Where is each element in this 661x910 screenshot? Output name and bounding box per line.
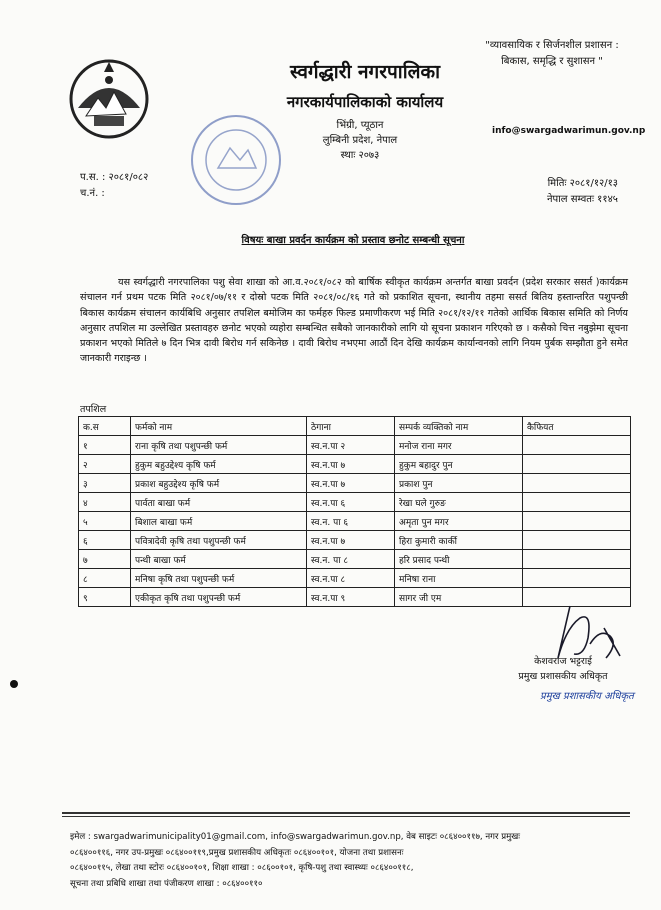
table-header-row xyxy=(79,417,631,436)
ink-spot xyxy=(10,680,18,688)
cell-contact-person: मनोज राना मगर xyxy=(395,436,523,455)
header-address: ठेगाना xyxy=(307,417,395,436)
issue-date: मितिः २०८१/१२/१३ xyxy=(547,178,618,189)
nepal-emblem-logo xyxy=(68,58,150,144)
address-line-3: स्थाः २०७३ xyxy=(340,150,380,161)
cell-contact-person: हुकुम बहादुर पुन xyxy=(395,455,523,474)
cell-contact-person: हिरा कुमारी कार्की xyxy=(395,531,523,550)
cell-serial: ५ xyxy=(79,512,131,531)
date-block xyxy=(500,176,618,208)
cell-farm-name: पवित्रादेवी कृषि तथा पशुपन्छी फर्म xyxy=(131,531,307,550)
address-line-2: लुम्बिनी प्रदेश, नेपाल xyxy=(322,135,398,146)
designation-stamp: प्रमुख प्रशासकीय अधिकृत xyxy=(540,691,634,702)
table-row xyxy=(79,512,631,531)
office-name: नगरकार्यपालिकाको कार्यालय xyxy=(286,93,444,111)
signatory-block xyxy=(508,654,618,684)
cell-address: स्व.न.पा ६ xyxy=(307,493,395,512)
footer-rule-thin xyxy=(62,816,630,817)
footer-line-3: ०८६४००११५, लेखा तथा स्टोरः ०८६४००१०१, शिक्षा शाखा : ०८६००१०१, कृषि-पशु तथा स्वास्थ्यः ०८६४००११८, xyxy=(70,863,414,873)
cell-serial: ७ xyxy=(79,550,131,569)
table-row xyxy=(79,550,631,569)
cell-farm-name: प्रकाश बहुउद्देश्य कृषि फर्म xyxy=(131,474,307,493)
footer-line-1: इमेल : swargadwarimunicipality01@gmail.com, info@swargadwarimun.gov.np, वेब साइटः ०८६४००११७, नगर प्रमुखः xyxy=(70,832,521,842)
motto-line-1: "व्यावसायिक र सिर्जनशील प्रशासन : xyxy=(485,40,619,51)
cell-address: स्व.न.पा ७ xyxy=(307,474,395,493)
cell-remarks xyxy=(523,436,631,455)
cell-serial: १ xyxy=(79,436,131,455)
cell-farm-name: मनिषा कृषि तथा पशुपन्छी फर्म xyxy=(131,569,307,588)
cell-serial: ३ xyxy=(79,474,131,493)
address-line-1: भिंग्री, प्यूठान xyxy=(336,120,384,131)
footer-line-2: ०८६४००११६, नगर उप-प्रमुखः ०८६४००११९,प्रमुख प्रशासकीय अधिकृतः ०८६४००१०१, योजना तथा प्रशासनः xyxy=(70,847,404,858)
table-row xyxy=(79,436,631,455)
cell-remarks xyxy=(523,531,631,550)
cell-address: स्व.न.पा ७ xyxy=(307,455,395,474)
footer-rule-thick xyxy=(62,812,630,814)
motto-line-2: बिकास, समृद्धि र सुशासन " xyxy=(501,56,603,67)
cell-remarks xyxy=(523,455,631,474)
cell-address: स्व.न.पा २ xyxy=(307,436,395,455)
cell-serial: ९ xyxy=(79,588,131,607)
cell-farm-name: एकीकृत कृषि तथा पशुपन्छी फर्म xyxy=(131,588,307,607)
cell-contact-person: सागर जी एम xyxy=(395,588,523,607)
cell-serial: ८ xyxy=(79,569,131,588)
cell-farm-name: पन्थी बाखा फर्म xyxy=(131,550,307,569)
cell-address: स्व.न.पा ७ xyxy=(307,531,395,550)
cell-address: स्व.न. पा ६ xyxy=(307,512,395,531)
cell-contact-person: हरि प्रसाद पन्थी xyxy=(395,550,523,569)
cell-remarks xyxy=(523,550,631,569)
subject-text: विषयः बाखा प्रवर्दन कार्यक्रम को प्रस्ताव छनोट सम्बन्धी सूचना xyxy=(241,235,465,246)
table-row xyxy=(79,569,631,588)
cell-contact-person: मनिषा राना xyxy=(395,569,523,588)
cell-address: स्व.न.पा ९ xyxy=(307,588,395,607)
header-serial: क.स xyxy=(79,417,131,436)
header-farm-name: फर्मको नाम xyxy=(131,417,307,436)
cell-contact-person: अमृता पुन मगर xyxy=(395,512,523,531)
cell-farm-name: बिशाल बाखा फर्म xyxy=(131,512,307,531)
cell-farm-name: हुकुम बहुउद्देश्य कृषि फर्म xyxy=(131,455,307,474)
cell-serial: २ xyxy=(79,455,131,474)
cell-farm-name: राना कृषि तथा पशुपन्छी फर्म xyxy=(131,436,307,455)
dispatch-number: च.नं. : xyxy=(80,188,105,199)
signatory-name: केशवराज भट्टराई xyxy=(534,656,592,667)
subject-line xyxy=(80,232,626,246)
office-address xyxy=(260,118,460,163)
header-contact-person: सम्पर्क व्यक्तिको नाम xyxy=(395,417,523,436)
table-title: तपशिल xyxy=(80,404,107,415)
table-row xyxy=(79,474,631,493)
farm-list-table xyxy=(78,416,631,607)
cell-serial: ६ xyxy=(79,531,131,550)
cell-serial: ४ xyxy=(79,493,131,512)
organization-name: स्वर्गद्धारी नगरपालिका xyxy=(289,61,441,83)
cell-farm-name: पार्वता बाखा फर्म xyxy=(131,493,307,512)
header-remarks: कैफियत xyxy=(523,417,631,436)
signatory-title: प्रमुख प्रशासकीय अधिकृत xyxy=(518,671,608,682)
cell-contact-person: रेखा घले गुरुङ xyxy=(395,493,523,512)
footer-contacts xyxy=(70,830,630,892)
cell-address: स्व.न.पा ८ xyxy=(307,569,395,588)
cell-remarks xyxy=(523,569,631,588)
notice-body: यस स्वर्गद्धारी नगरपालिका पशु सेवा शाखा को आ.व.२०८१/०८२ को बार्षिक स्वीकृत कार्यक्रम अन्तर्गत बाखा प्रवर्दन (प्रदेश सरकार ससर्त )कार्यक्रम संचालन गर्न प्रथम पटक मिति २०८१/०७/११ र दोस्रो पटक मिति २०८१/०८/१६ गते को प्रकाशित सूचना, स्थानीय तहमा ससर्त बितिय हस्तान्तरित पशुपन्छी बिकास कार्यक्रम संचालन कार्यबिधि अनुसार तपशिल बमोजिम का फर्महरु फिल्ड प्रमाणीकरण भई मिति २०८१/१२/११ गतेको आर्थिक बिकास समिति को निर्णय अनुसार तपशिल मा उल्लेखित प्रस्तावहरु छनोट भएको व्यहोरा सम्बन्धित सबैको जानकारीको लागि यो सूचना प्रकाशन गरिएको छ । कसैको चित्त नबुझेमा सूचना प्रकाशन भएको मितिले ७ दिन भित्र दावी बिरोध गर्न सकिनेछ । दावी बिरोध नभएमा आठौं दिन देखि कार्यक्रम कार्यान्वनको लागि नियम पुर्बक सम्झौता हुने समेत जानकारी गराइन्छ । xyxy=(80,277,628,365)
footer-line-4: सूचना तथा प्रबिधि शाखा तथा पंजीकरण शाखा : ०८६४००११० xyxy=(70,878,263,889)
cell-address: स्व.न. पा ८ xyxy=(307,550,395,569)
table-row xyxy=(79,493,631,512)
table-row xyxy=(79,531,631,550)
cell-remarks xyxy=(523,493,631,512)
reference-number: प.स. : २०८१/०८२ xyxy=(80,172,149,183)
nepal-samvat-date: नेपाल सम्वतः ११४५ xyxy=(546,194,618,205)
cell-remarks xyxy=(523,474,631,493)
cell-remarks xyxy=(523,512,631,531)
header-email: info@swargadwarimun.gov.np xyxy=(492,126,646,136)
table-row xyxy=(79,455,631,474)
cell-contact-person: प्रकाश पुन xyxy=(395,474,523,493)
reference-block xyxy=(80,170,148,202)
